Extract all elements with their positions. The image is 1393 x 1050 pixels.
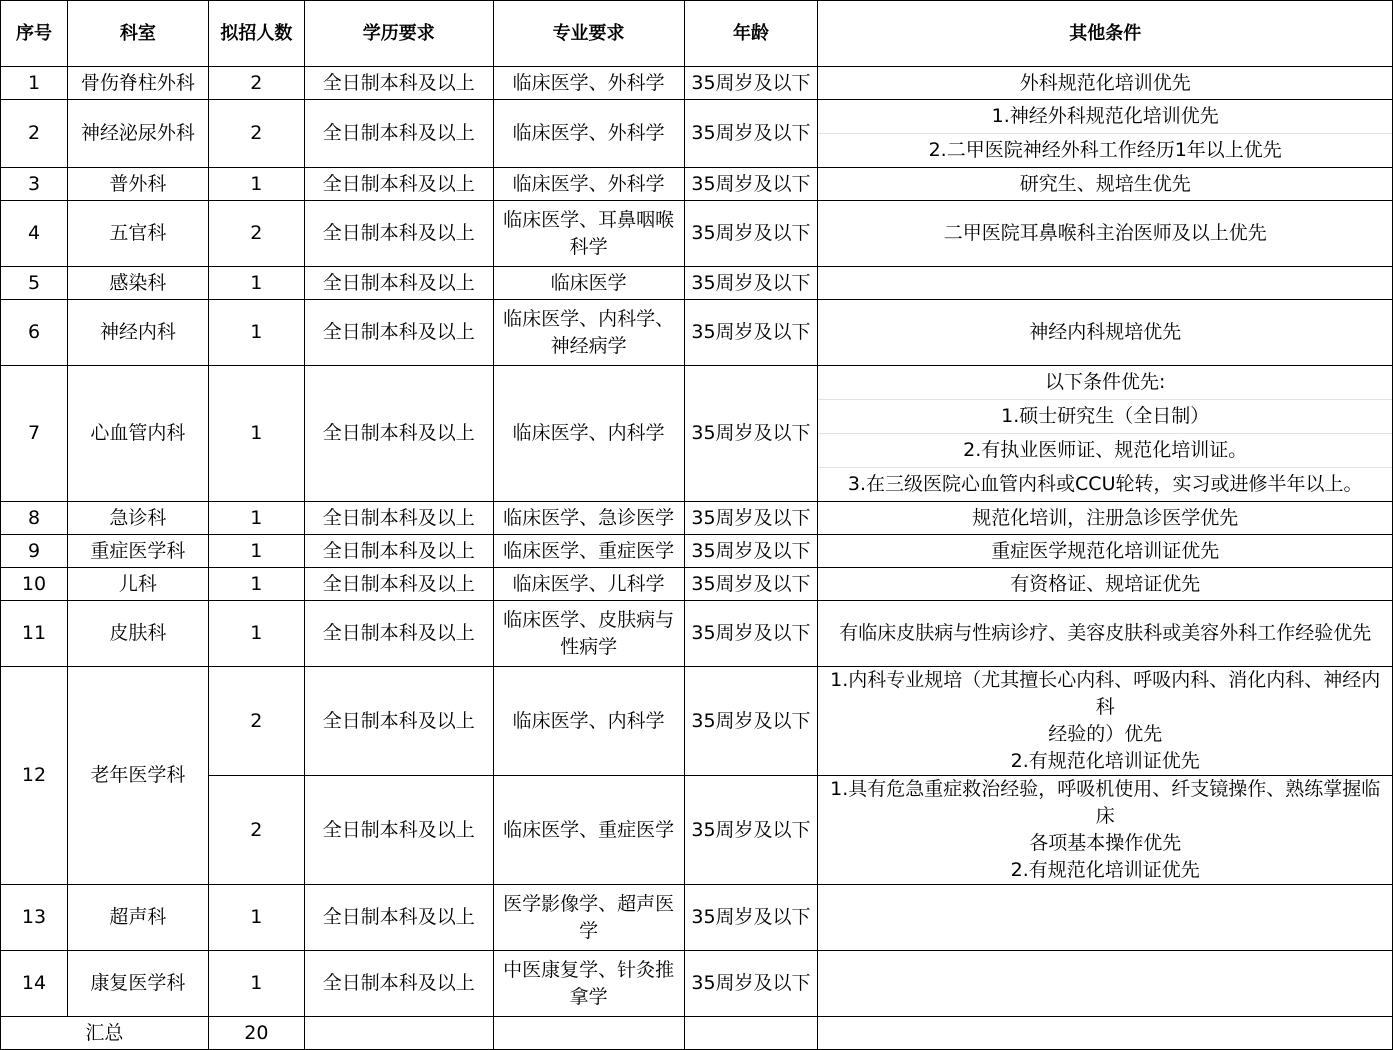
row-no: 6 (1, 300, 68, 366)
row-age: 35周岁及以下 (684, 951, 818, 1017)
row-dept: 骨伤脊柱外科 (67, 67, 208, 100)
header-count: 拟招人数 (208, 1, 304, 67)
row-major (493, 776, 684, 885)
table-row (1, 201, 1393, 267)
conditions-cell (818, 366, 1393, 502)
table-row (1, 100, 1393, 168)
row-major-line: 临床医学、急诊医学 (503, 506, 675, 529)
condition-line: 2.二甲医院神经外科工作经历1年以上优先 (928, 139, 1282, 161)
row-major-line: 临床医学、内科学 (512, 709, 665, 732)
row-dept: 神经内科 (67, 300, 208, 366)
row-major (493, 568, 684, 601)
row-major (493, 951, 684, 1017)
table-row (1, 267, 1393, 300)
row-age: 35周岁及以下 (684, 67, 818, 100)
header-edu: 学历要求 (304, 1, 493, 67)
row-major-line: 临床医学、外科学 (512, 172, 665, 195)
row-edu: 全日制本科及以上 (304, 502, 493, 535)
row-major-line: 临床医学 (550, 271, 627, 294)
header-row (1, 1, 1393, 67)
row-age: 35周岁及以下 (684, 267, 818, 300)
total-empty (818, 1017, 1393, 1050)
row-edu: 全日制本科及以上 (304, 568, 493, 601)
row-no: 13 (1, 885, 68, 951)
row-no: 1 (1, 67, 68, 100)
row-major-line: 神经病学 (550, 334, 627, 357)
row-age: 35周岁及以下 (684, 168, 818, 201)
conditions-cell (818, 100, 1393, 168)
table-row (1, 601, 1393, 667)
row-major (493, 601, 684, 667)
row-count: 2 (208, 776, 304, 885)
row-major-line: 临床医学、外科学 (512, 122, 665, 144)
table-row (1, 885, 1393, 951)
row-count: 1 (208, 885, 304, 951)
conditions-cell: 重症医学规范化培训证优先 (818, 535, 1393, 568)
conditions-cell (818, 267, 1393, 300)
row-age: 35周岁及以下 (684, 201, 818, 267)
row-age: 35周岁及以下 (684, 776, 818, 885)
row-edu: 全日制本科及以上 (304, 951, 493, 1017)
row-dept: 儿科 (67, 568, 208, 601)
row-edu: 全日制本科及以上 (304, 601, 493, 667)
row-major-line: 临床医学、重症医学 (503, 818, 675, 841)
row-major (493, 201, 684, 267)
row-edu: 全日制本科及以上 (304, 885, 493, 951)
row-count: 1 (208, 601, 304, 667)
row-major (493, 885, 684, 951)
row-major (493, 100, 684, 168)
conditions-cell (818, 667, 1393, 776)
total-empty (304, 1017, 493, 1050)
conditions-cell: 规范化培训，注册急诊医学优先 (818, 502, 1393, 535)
row-age: 35周岁及以下 (684, 300, 818, 366)
conditions-cell: 有资格证、规培证优先 (818, 568, 1393, 601)
row-count: 1 (208, 951, 304, 1017)
row-dept: 超声科 (67, 885, 208, 951)
row-age: 35周岁及以下 (684, 568, 818, 601)
row-edu: 全日制本科及以上 (304, 535, 493, 568)
row-count: 2 (208, 100, 304, 168)
conditions-cell: 外科规范化培训优先 (818, 67, 1393, 100)
total-row (1, 1017, 1393, 1050)
row-no: 9 (1, 535, 68, 568)
row-edu: 全日制本科及以上 (304, 300, 493, 366)
table-row (1, 951, 1393, 1017)
row-count: 1 (208, 568, 304, 601)
total-count: 20 (208, 1017, 304, 1050)
header-conditions: 其他条件 (818, 1, 1393, 67)
row-count: 2 (208, 67, 304, 100)
total-empty (493, 1017, 684, 1050)
row-no: 2 (1, 100, 68, 168)
total-label: 汇总 (1, 1017, 209, 1050)
conditions-cell (818, 885, 1393, 951)
conditions-cell (818, 951, 1393, 1017)
condition-line: 1.神经外科规范化培训优先 (818, 100, 1392, 134)
table-row (1, 168, 1393, 201)
table-row (1, 535, 1393, 568)
row-count: 1 (208, 300, 304, 366)
row-edu: 全日制本科及以上 (304, 366, 493, 502)
row-major (493, 300, 684, 366)
row-age: 35周岁及以下 (684, 502, 818, 535)
table-row (1, 366, 1393, 502)
condition-line: 1.内科专业规培（尤其擅长心内科、呼吸内科、消化内科、神经内科 (830, 669, 1381, 718)
row-dept: 康复医学科 (67, 951, 208, 1017)
row-edu: 全日制本科及以上 (304, 168, 493, 201)
conditions-cell: 二甲医院耳鼻喉科主治医师及以上优先 (818, 201, 1393, 267)
row-edu: 全日制本科及以上 (304, 776, 493, 885)
row-major-line: 学 (579, 919, 599, 942)
condition-line: 以下条件优先: (818, 366, 1392, 400)
row-dept: 五官科 (67, 201, 208, 267)
row-major-line: 临床医学、内科学 (512, 422, 665, 444)
row-major-line: 拿学 (569, 985, 608, 1008)
row-no: 8 (1, 502, 68, 535)
row-dept: 老年医学科 (67, 667, 208, 885)
row-no: 14 (1, 951, 68, 1017)
row-count: 1 (208, 267, 304, 300)
condition-line: 1.硕士研究生（全日制） (818, 400, 1392, 434)
conditions-cell: 研究生、规培生优先 (818, 168, 1393, 201)
header-age: 年龄 (684, 1, 818, 67)
conditions-cell: 神经内科规培优先 (818, 300, 1393, 366)
conditions-cell: 有临床皮肤病与性病诊疗、美容皮肤科或美容外科工作经验优先 (818, 601, 1393, 667)
condition-line: 1.具有危急重症救治经验，呼吸机使用、纤支镜操作、熟练掌握临床 (830, 778, 1381, 827)
row-major-line: 临床医学、皮肤病与 (503, 608, 675, 631)
row-major-line: 性病学 (560, 635, 618, 658)
row-no: 11 (1, 601, 68, 667)
table-row (1, 502, 1393, 535)
row-edu: 全日制本科及以上 (304, 201, 493, 267)
row-major (493, 502, 684, 535)
row-dept: 神经泌尿外科 (67, 100, 208, 168)
row-dept: 心血管内科 (67, 366, 208, 502)
row-count: 1 (208, 535, 304, 568)
table-row (1, 776, 1393, 885)
row-count: 2 (208, 201, 304, 267)
header-no: 序号 (1, 1, 68, 67)
table-row (1, 568, 1393, 601)
row-edu: 全日制本科及以上 (304, 100, 493, 168)
row-age: 35周岁及以下 (684, 601, 818, 667)
header-dept: 科室 (67, 1, 208, 67)
conditions-cell (818, 776, 1393, 885)
row-dept: 急诊科 (67, 502, 208, 535)
row-count: 1 (208, 502, 304, 535)
row-dept: 重症医学科 (67, 535, 208, 568)
row-major-line: 临床医学、耳鼻咽喉 (503, 208, 675, 231)
condition-line: 3.在三级医院心血管内科或CCU轮转，实习或进修半年以上。 (847, 473, 1363, 495)
row-age: 35周岁及以下 (684, 100, 818, 168)
row-major (493, 67, 684, 100)
row-major (493, 366, 684, 502)
row-major-line: 临床医学、外科学 (512, 71, 665, 94)
total-empty (684, 1017, 818, 1050)
row-major (493, 267, 684, 300)
row-major (493, 168, 684, 201)
condition-line: 2.有执业医师证、规范化培训证。 (818, 434, 1392, 468)
row-age: 35周岁及以下 (684, 667, 818, 776)
condition-line: 2.有规范化培训证优先 (1010, 750, 1200, 772)
row-no: 12 (1, 667, 68, 885)
row-no: 10 (1, 568, 68, 601)
table-row (1, 67, 1393, 100)
row-major-line: 临床医学、儿科学 (512, 572, 665, 595)
row-major-line: 科学 (569, 235, 608, 258)
row-no: 4 (1, 201, 68, 267)
row-count: 2 (208, 667, 304, 776)
table-row (1, 300, 1393, 366)
row-edu: 全日制本科及以上 (304, 667, 493, 776)
row-age: 35周岁及以下 (684, 885, 818, 951)
row-no: 7 (1, 366, 68, 502)
condition-line: 各项基本操作优先 (1029, 832, 1182, 854)
row-age: 35周岁及以下 (684, 535, 818, 568)
row-major-line: 中医康复学、针灸推 (503, 958, 675, 981)
row-edu: 全日制本科及以上 (304, 67, 493, 100)
row-count: 1 (208, 366, 304, 502)
row-dept: 皮肤科 (67, 601, 208, 667)
row-major-line: 临床医学、重症医学 (503, 539, 675, 562)
row-count: 1 (208, 168, 304, 201)
row-age: 35周岁及以下 (684, 366, 818, 502)
condition-line: 经验的）优先 (1048, 723, 1163, 745)
row-dept: 感染科 (67, 267, 208, 300)
row-major (493, 667, 684, 776)
condition-line: 2.有规范化培训证优先 (1010, 859, 1200, 881)
row-no: 3 (1, 168, 68, 201)
row-edu: 全日制本科及以上 (304, 267, 493, 300)
row-major (493, 535, 684, 568)
table-row (1, 667, 1393, 776)
row-major-line: 临床医学、内科学、 (503, 307, 675, 330)
row-major-line: 医学影像学、超声医 (503, 892, 675, 915)
row-no: 5 (1, 267, 68, 300)
row-dept: 普外科 (67, 168, 208, 201)
header-major: 专业要求 (493, 1, 684, 67)
